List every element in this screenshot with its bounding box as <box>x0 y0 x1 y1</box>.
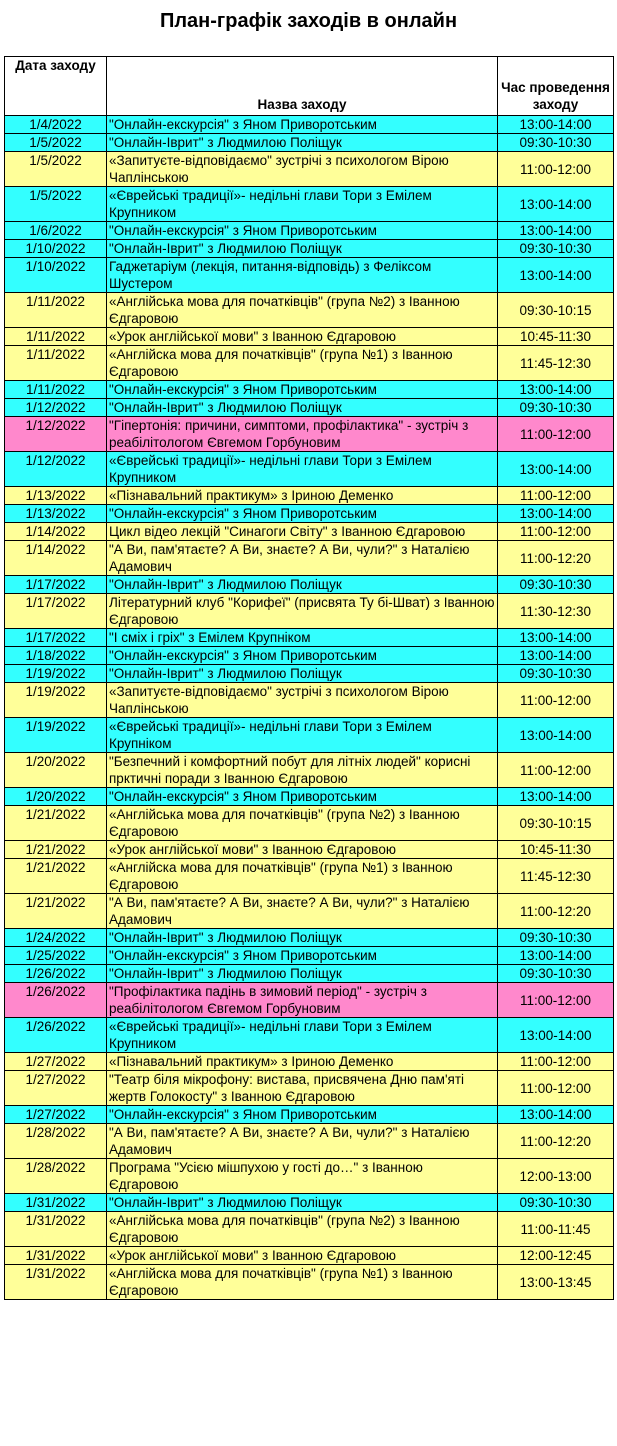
cell-event-name: Цикл відео лекцій "Синагоги Світу" з Іванною Єдгаровою <box>107 523 498 541</box>
table-row <box>5 346 614 381</box>
cell-time: 11:00-11:45 <box>498 1212 614 1247</box>
cell-event-name: «Урок англійської мови" з Іванною Єдгаровою <box>107 328 498 346</box>
cell-date: 1/18/2022 <box>5 647 107 665</box>
cell-time: 09:30-10:30 <box>498 665 614 683</box>
table-row <box>5 1194 614 1212</box>
table-row <box>5 947 614 965</box>
cell-event-name: «Англійська мова для початківців" (група №2) з Іванною Єдгаровою <box>107 1212 498 1247</box>
cell-time: 13:00-14:00 <box>498 222 614 240</box>
cell-event-name: Літературний клуб "Корифеї" (присвята Ту бі-Шват) з Іванною Єдгаровою <box>107 594 498 629</box>
cell-time: 11:00-12:00 <box>498 753 614 788</box>
cell-event-name: "Онлайн-екскурсія" з Яном Приворотським <box>107 647 498 665</box>
cell-event-name: «Єврейські традиції»- недільні глави Тори з Емілем Крупніком <box>107 718 498 753</box>
cell-event-name: «Єврейські традиції»- недільні глави Тори з Емілем Крупником <box>107 452 498 487</box>
cell-date: 1/11/2022 <box>5 381 107 399</box>
cell-time: 09:30-10:15 <box>498 293 614 328</box>
table-row <box>5 718 614 753</box>
cell-event-name: «Англійска мова для початківців" (група №1) з Іванною Єдгаровою <box>107 1265 498 1300</box>
cell-time: 13:00-13:45 <box>498 1265 614 1300</box>
table-row <box>5 187 614 222</box>
cell-time: 11:00-12:00 <box>498 523 614 541</box>
table-row <box>5 753 614 788</box>
table-row <box>5 929 614 947</box>
cell-time: 13:00-14:00 <box>498 788 614 806</box>
table-row <box>5 240 614 258</box>
cell-event-name: "Онлайн-екскурсія" з Яном Приворотським <box>107 505 498 523</box>
cell-time: 11:00-12:20 <box>498 541 614 576</box>
cell-date: 1/31/2022 <box>5 1265 107 1300</box>
cell-time: 09:30-10:30 <box>498 576 614 594</box>
cell-date: 1/31/2022 <box>5 1247 107 1265</box>
cell-date: 1/5/2022 <box>5 134 107 152</box>
cell-date: 1/11/2022 <box>5 328 107 346</box>
cell-time: 13:00-14:00 <box>498 1106 614 1124</box>
cell-date: 1/26/2022 <box>5 1018 107 1053</box>
cell-time: 09:30-10:30 <box>498 240 614 258</box>
cell-time: 13:00-14:00 <box>498 381 614 399</box>
table-row <box>5 523 614 541</box>
table-row <box>5 576 614 594</box>
cell-date: 1/27/2022 <box>5 1053 107 1071</box>
cell-date: 1/31/2022 <box>5 1194 107 1212</box>
table-row <box>5 1159 614 1194</box>
cell-date: 1/12/2022 <box>5 399 107 417</box>
cell-time: 11:45-12:30 <box>498 859 614 894</box>
cell-event-name: "Онлайн-екскурсія" з Яном Приворотським <box>107 116 498 134</box>
cell-date: 1/28/2022 <box>5 1124 107 1159</box>
cell-date: 1/5/2022 <box>5 187 107 222</box>
cell-event-name: «Англійська мова для початківців" (група №2) з Іванною Єдгаровою <box>107 806 498 841</box>
cell-event-name: «Запитуєте-відповідаємо" зустрічі з психологом Вірою Чаплінською <box>107 152 498 187</box>
cell-event-name: "Онлайн-Іврит" з Людмилою Поліщук <box>107 929 498 947</box>
table-row <box>5 683 614 718</box>
cell-event-name: «Запитуєте-відповідаємо" зустрічі з психологом Вірою Чаплінською <box>107 683 498 718</box>
cell-time: 11:00-12:00 <box>498 983 614 1018</box>
cell-date: 1/14/2022 <box>5 541 107 576</box>
cell-time: 09:30-10:30 <box>498 965 614 983</box>
table-row <box>5 134 614 152</box>
table-body <box>5 116 614 1300</box>
cell-date: 1/26/2022 <box>5 983 107 1018</box>
cell-date: 1/27/2022 <box>5 1106 107 1124</box>
cell-time: 13:00-14:00 <box>498 116 614 134</box>
header-name: Назва заходу <box>107 57 498 116</box>
cell-date: 1/11/2022 <box>5 293 107 328</box>
cell-event-name: "Онлайн-Іврит" з Людмилою Поліщук <box>107 134 498 152</box>
cell-event-name: «Урок англійської мови" з Іванною Єдгаровою <box>107 841 498 859</box>
cell-date: 1/17/2022 <box>5 594 107 629</box>
header-time: Час проведення заходу <box>498 57 614 116</box>
cell-date: 1/21/2022 <box>5 859 107 894</box>
table-row <box>5 1124 614 1159</box>
header-date: Дата заходу <box>5 57 107 116</box>
cell-time: 13:00-14:00 <box>498 718 614 753</box>
cell-date: 1/19/2022 <box>5 683 107 718</box>
cell-time: 09:30-10:30 <box>498 1194 614 1212</box>
cell-event-name: "Онлайн-екскурсія" з Яном Приворотським <box>107 947 498 965</box>
table-row <box>5 806 614 841</box>
cell-date: 1/21/2022 <box>5 806 107 841</box>
cell-event-name: "Онлайн-екскурсія" з Яном Приворотським <box>107 788 498 806</box>
cell-date: 1/21/2022 <box>5 894 107 929</box>
cell-time: 10:45-11:30 <box>498 841 614 859</box>
cell-event-name: «Пізнавальний практикум» з Іриною Деменко <box>107 1053 498 1071</box>
cell-event-name: "Онлайн-Іврит" з Людмилою Поліщук <box>107 576 498 594</box>
cell-event-name: "Профілактика падінь в зимовий період" - зустріч з реабілітологом Євгемом Горбуновим <box>107 983 498 1018</box>
page-title: План-графік заходів в онлайн <box>159 10 458 32</box>
cell-date: 1/20/2022 <box>5 788 107 806</box>
cell-date: 1/4/2022 <box>5 116 107 134</box>
table-row <box>5 647 614 665</box>
cell-event-name: Гаджетаріум (лекція, питання-відповідь) з Феліксом Шустером <box>107 258 498 293</box>
cell-time: 12:00-13:00 <box>498 1159 614 1194</box>
cell-event-name: "Онлайн-екскурсія" з Яном Приворотським <box>107 381 498 399</box>
cell-time: 11:00-12:00 <box>498 152 614 187</box>
table-row <box>5 788 614 806</box>
cell-date: 1/27/2022 <box>5 1071 107 1106</box>
cell-date: 1/13/2022 <box>5 505 107 523</box>
table-row <box>5 965 614 983</box>
cell-time: 13:00-14:00 <box>498 505 614 523</box>
table-row <box>5 222 614 240</box>
table-row <box>5 594 614 629</box>
cell-event-name: "Гіпертонія: причини, симптоми, профілактика" - зустріч з реабілітологом Євгемом Горбуновим <box>107 417 498 452</box>
table-row <box>5 116 614 134</box>
cell-time: 11:30-12:30 <box>498 594 614 629</box>
cell-event-name: "Онлайн-Іврит" з Людмилою Поліщук <box>107 965 498 983</box>
cell-time: 11:00-12:00 <box>498 487 614 505</box>
cell-event-name: "А Ви, пам'ятаєте? А Ви, знаєте? А Ви, чули?" з Наталією Адамович <box>107 894 498 929</box>
cell-event-name: "Онлайн-Іврит" з Людмилою Поліщук <box>107 399 498 417</box>
table-row <box>5 1212 614 1247</box>
table-row <box>5 859 614 894</box>
cell-event-name: «Пізнавальний практикум» з Іриною Деменко <box>107 487 498 505</box>
cell-event-name: «Урок англійської мови" з Іванною Єдгаровою <box>107 1247 498 1265</box>
table-row <box>5 1071 614 1106</box>
cell-date: 1/28/2022 <box>5 1159 107 1194</box>
cell-time: 11:00-12:00 <box>498 1053 614 1071</box>
cell-event-name: «Англійска мова для початківців" (група №1) з Іванною Єдгаровою <box>107 859 498 894</box>
table-row <box>5 487 614 505</box>
cell-date: 1/25/2022 <box>5 947 107 965</box>
cell-time: 13:00-14:00 <box>498 258 614 293</box>
cell-event-name: "І сміх і гріх" з Емілем Крупніком <box>107 629 498 647</box>
cell-event-name: "А Ви, пам'ятаєте? А Ви, знаєте? А Ви, чули?" з Наталією Адамович <box>107 1124 498 1159</box>
cell-date: 1/13/2022 <box>5 487 107 505</box>
cell-event-name: "Онлайн-екскурсія" з Яном Приворотським <box>107 1106 498 1124</box>
cell-date: 1/5/2022 <box>5 152 107 187</box>
cell-date: 1/24/2022 <box>5 929 107 947</box>
table-row <box>5 417 614 452</box>
cell-event-name: "Онлайн-Іврит" з Людмилою Поліщук <box>107 1194 498 1212</box>
cell-time: 13:00-14:00 <box>498 1018 614 1053</box>
cell-date: 1/12/2022 <box>5 417 107 452</box>
table-row <box>5 1106 614 1124</box>
table-row <box>5 541 614 576</box>
cell-event-name: Програма "Усією мішпухою у гості до…" з Іванною Єдгаровою <box>107 1159 498 1194</box>
table-row <box>5 293 614 328</box>
cell-time: 13:00-14:00 <box>498 452 614 487</box>
table-row <box>5 1265 614 1300</box>
cell-time: 09:30-10:15 <box>498 806 614 841</box>
cell-event-name: "А Ви, пам'ятаєте? А Ви, знаєте? А Ви, чули?" з Наталією Адамович <box>107 541 498 576</box>
cell-time: 09:30-10:30 <box>498 929 614 947</box>
cell-time: 11:00-12:20 <box>498 894 614 929</box>
cell-time: 12:00-12:45 <box>498 1247 614 1265</box>
table-row <box>5 665 614 683</box>
cell-time: 09:30-10:30 <box>498 134 614 152</box>
cell-event-name: «Англійска мова для початківців" (група №1) з Іванною Єдгаровою <box>107 346 498 381</box>
cell-date: 1/10/2022 <box>5 240 107 258</box>
cell-date: 1/6/2022 <box>5 222 107 240</box>
cell-time: 13:00-14:00 <box>498 947 614 965</box>
cell-time: 11:00-12:00 <box>498 683 614 718</box>
table-row <box>5 1053 614 1071</box>
table-row <box>5 381 614 399</box>
table-row <box>5 983 614 1018</box>
cell-event-name: "Онлайн-екскурсія" з Яном Приворотським <box>107 222 498 240</box>
schedule-table <box>4 56 614 1300</box>
cell-event-name: "Театр біля мікрофону: вистава, присвячена Дню пам'яті жертв Голокосту" з Іванною Єдгаровою <box>107 1071 498 1106</box>
cell-time: 11:00-12:20 <box>498 1124 614 1159</box>
table-row <box>5 452 614 487</box>
cell-event-name: "Онлайн-Іврит" з Людмилою Поліщук <box>107 665 498 683</box>
cell-time: 11:00-12:00 <box>498 417 614 452</box>
table-row <box>5 505 614 523</box>
cell-time: 13:00-14:00 <box>498 187 614 222</box>
cell-event-name: «Єврейські традиції»- недільні глави Тори з Емілем Крупником <box>107 187 498 222</box>
cell-date: 1/20/2022 <box>5 753 107 788</box>
table-row <box>5 1018 614 1053</box>
cell-date: 1/19/2022 <box>5 718 107 753</box>
cell-date: 1/26/2022 <box>5 965 107 983</box>
cell-time: 11:00-12:00 <box>498 1071 614 1106</box>
table-row <box>5 841 614 859</box>
table-header-row <box>5 57 614 116</box>
table-row <box>5 328 614 346</box>
cell-date: 1/21/2022 <box>5 841 107 859</box>
cell-date: 1/11/2022 <box>5 346 107 381</box>
cell-event-name: "Безпечний і комфортний побут для літніх людей" корисні прктичні поради з Іванною Єдгаровою <box>107 753 498 788</box>
cell-date: 1/19/2022 <box>5 665 107 683</box>
cell-date: 1/12/2022 <box>5 452 107 487</box>
cell-date: 1/17/2022 <box>5 629 107 647</box>
cell-date: 1/31/2022 <box>5 1212 107 1247</box>
cell-date: 1/17/2022 <box>5 576 107 594</box>
cell-time: 09:30-10:30 <box>498 399 614 417</box>
cell-time: 13:00-14:00 <box>498 647 614 665</box>
cell-time: 13:00-14:00 <box>498 629 614 647</box>
table-row <box>5 258 614 293</box>
cell-event-name: «Єврейські традиції»- недільні глави Тори з Емілем Крупником <box>107 1018 498 1053</box>
table-row <box>5 1247 614 1265</box>
table-row <box>5 629 614 647</box>
cell-event-name: «Англійська мова для початківців" (група №2) з Іванною Єдгаровою <box>107 293 498 328</box>
cell-time: 10:45-11:30 <box>498 328 614 346</box>
table-row <box>5 399 614 417</box>
cell-event-name: "Онлайн-Іврит" з Людмилою Поліщук <box>107 240 498 258</box>
cell-time: 11:45-12:30 <box>498 346 614 381</box>
cell-date: 1/10/2022 <box>5 258 107 293</box>
table-row <box>5 894 614 929</box>
cell-date: 1/14/2022 <box>5 523 107 541</box>
table-row <box>5 152 614 187</box>
